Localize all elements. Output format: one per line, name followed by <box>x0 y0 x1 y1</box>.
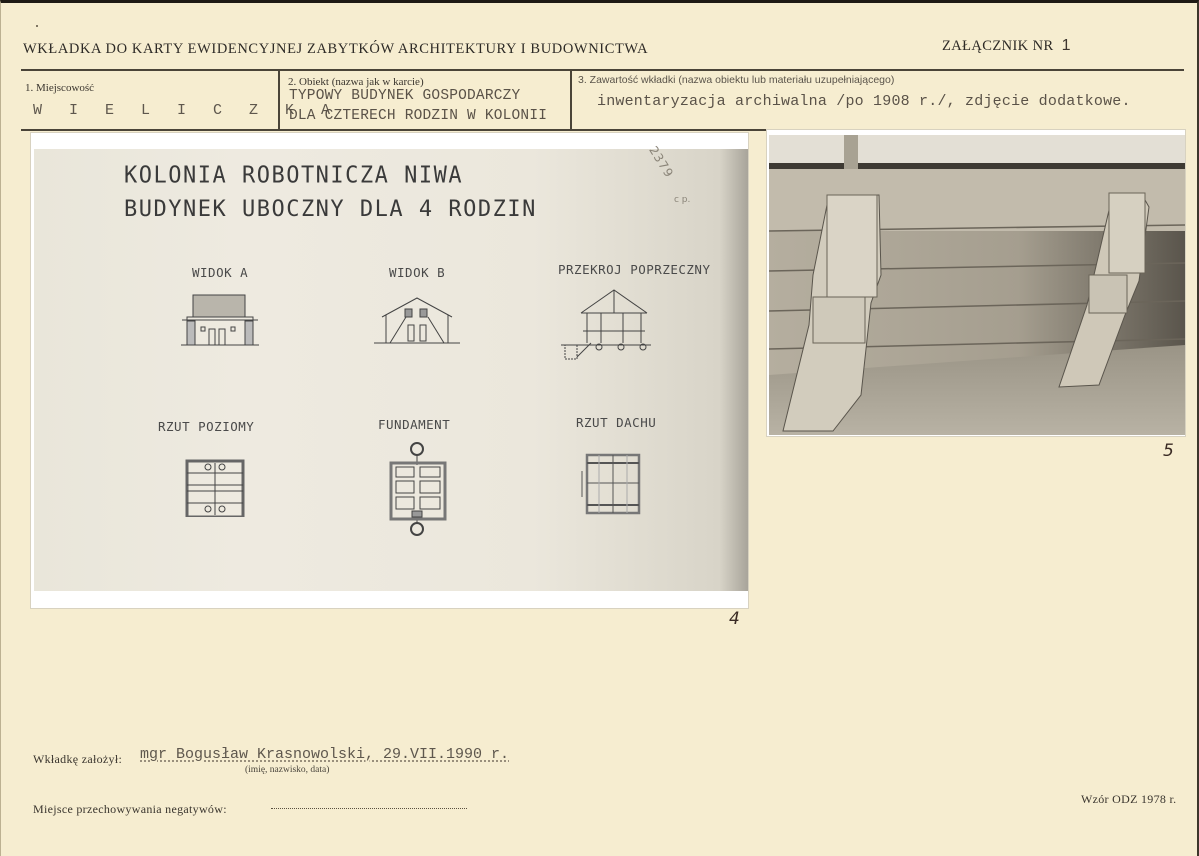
author-value: mgr Bogusław Krasnowolski, 29.VII.1990 r. <box>140 746 510 763</box>
negatives-label: Miejsce przechowywania negatywów: <box>33 802 227 816</box>
view-label-foundation: FUNDAMENT <box>378 417 451 432</box>
foundation-plan-icon <box>386 441 448 541</box>
drawing-print <box>34 143 748 591</box>
view-label-floor-plan: RZUT POZIOMY <box>158 419 255 434</box>
timber-brackets-icon <box>769 135 1185 435</box>
object-value-line2: DLA CZTERECH RODZIN W KOLONII <box>289 108 548 124</box>
photo-number-4: 4 <box>729 609 740 629</box>
view-label-cross-section: PRZEKROJ POPRZECZNY <box>558 262 711 277</box>
view-label-widok-a: WIDOK A <box>192 265 249 280</box>
template-reference: Wzór ODZ 1978 r. <box>1081 792 1177 806</box>
header-top-rule <box>21 69 1184 71</box>
cross-section-icon <box>559 287 654 367</box>
content-value: inwentaryzacja archiwalna /po 1908 r./, zdjęcie dodatkowe. <box>597 93 1131 110</box>
content-label: 3. Zawartość wkładki (nazwa obiektu lub materiału uzupełniającego) <box>578 74 895 86</box>
view-label-roof-plan: RZUT DACHU <box>576 415 657 430</box>
document-title: WKŁADKA DO KARTY EWIDENCYJNEJ ZABYTKÓW ARCHITEKTURY I BUDOWNICTWA <box>23 41 649 57</box>
gable-elevation-icon <box>372 295 462 347</box>
annex-label <box>942 37 1071 55</box>
photo-number-5: 5 <box>1163 441 1174 461</box>
place-label: 1. Miejscowość <box>25 82 95 94</box>
field-divider-1 <box>278 71 280 129</box>
timber-bracket-image <box>769 135 1185 435</box>
view-label-widok-b: WIDOK B <box>389 265 446 280</box>
archival-drawing-photo <box>30 132 749 609</box>
object-label: 2. Obiekt (nazwa jak w karcie) <box>288 76 424 88</box>
annex-number: 1 <box>1061 37 1071 54</box>
paper-speck <box>36 25 38 27</box>
additional-photo <box>766 129 1186 437</box>
pencil-catalog-number: 2379 <box>646 143 677 181</box>
drawing-title-line1: KOLONIA ROBOTNICZA NIWA <box>124 162 464 189</box>
drawing-title-line2: BUDYNEK UBOCZNY DLA 4 RODZIN <box>124 197 537 222</box>
place-value: W I E L I C Z K A <box>33 102 340 119</box>
pencil-note: c p. <box>674 195 691 205</box>
field-divider-2 <box>570 71 572 129</box>
negatives-blank-line <box>271 808 467 809</box>
front-elevation-icon <box>179 293 261 349</box>
annex-text: ZAŁĄCZNIK NR <box>942 38 1054 54</box>
roof-plan-icon <box>579 449 644 517</box>
author-hint: (imię, nazwisko, data) <box>245 765 330 775</box>
author-label: Wkładkę założył: <box>33 752 123 766</box>
object-value-line1: TYPOWY BUDYNEK GOSPODARCZY <box>289 88 521 104</box>
floor-plan-icon <box>179 449 254 517</box>
